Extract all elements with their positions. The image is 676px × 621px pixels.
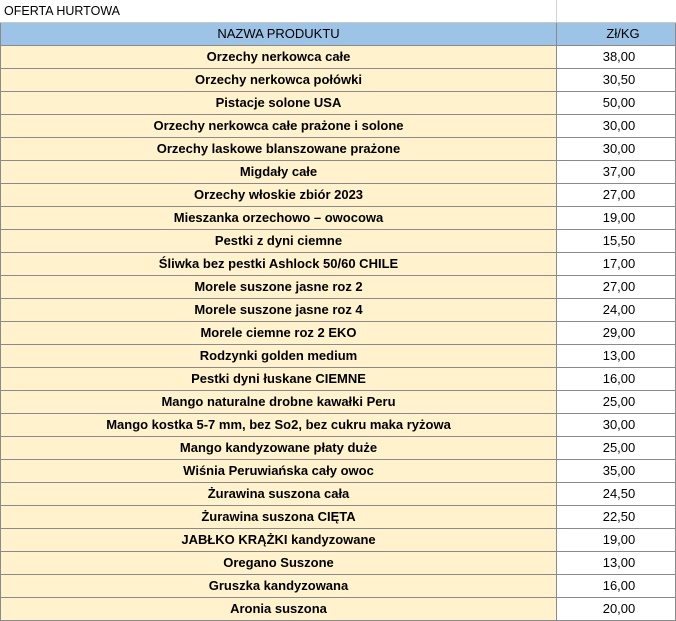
product-name-cell[interactable]: Żurawina suszona cała bbox=[0, 483, 557, 506]
table-row bbox=[0, 345, 676, 368]
product-name-cell[interactable]: Mango naturalne drobne kawałki Peru bbox=[0, 391, 557, 414]
price-cell[interactable]: 37,00 bbox=[557, 161, 676, 184]
table-row bbox=[0, 414, 676, 437]
product-name-cell[interactable]: Orzechy nerkowca połówki bbox=[0, 69, 557, 92]
product-name-cell[interactable]: Wiśnia Peruwiańska cały owoc bbox=[0, 460, 557, 483]
price-cell[interactable]: 30,00 bbox=[557, 414, 676, 437]
table-row bbox=[0, 368, 676, 391]
header-product-name[interactable]: NAZWA PRODUKTU bbox=[0, 23, 557, 46]
price-cell[interactable]: 24,00 bbox=[557, 299, 676, 322]
product-name-cell[interactable]: Morele ciemne roz 2 EKO bbox=[0, 322, 557, 345]
price-cell[interactable]: 22,50 bbox=[557, 506, 676, 529]
table-row bbox=[0, 483, 676, 506]
product-name-cell[interactable]: Mango kandyzowane płaty duże bbox=[0, 437, 557, 460]
price-cell[interactable]: 13,00 bbox=[557, 552, 676, 575]
price-cell[interactable]: 30,00 bbox=[557, 115, 676, 138]
price-cell[interactable]: 17,00 bbox=[557, 253, 676, 276]
table-row bbox=[0, 575, 676, 598]
table-row bbox=[0, 391, 676, 414]
table-row bbox=[0, 299, 676, 322]
product-name-cell[interactable]: Śliwka bez pestki Ashlock 50/60 CHILE bbox=[0, 253, 557, 276]
price-cell[interactable]: 38,00 bbox=[557, 46, 676, 69]
product-name-cell[interactable]: Orzechy laskowe blanszowane prażone bbox=[0, 138, 557, 161]
table-row bbox=[0, 92, 676, 115]
product-name-cell[interactable]: Mango kostka 5-7 mm, bez So2, bez cukru maka ryżowa bbox=[0, 414, 557, 437]
product-name-cell[interactable]: Gruszka kandyzowana bbox=[0, 575, 557, 598]
table-row bbox=[0, 460, 676, 483]
product-name-cell[interactable]: Pestki z dyni ciemne bbox=[0, 230, 557, 253]
title-row bbox=[0, 0, 676, 23]
price-cell[interactable]: 25,00 bbox=[557, 437, 676, 460]
table-row bbox=[0, 552, 676, 575]
header-price[interactable]: Zł/KG bbox=[557, 23, 676, 46]
table-row bbox=[0, 161, 676, 184]
product-name-cell[interactable]: Orzechy włoskie zbiór 2023 bbox=[0, 184, 557, 207]
price-cell[interactable]: 29,00 bbox=[557, 322, 676, 345]
price-cell[interactable]: 27,00 bbox=[557, 184, 676, 207]
price-cell[interactable]: 30,50 bbox=[557, 69, 676, 92]
price-cell[interactable]: 13,00 bbox=[557, 345, 676, 368]
product-name-cell[interactable]: Morele suszone jasne roz 4 bbox=[0, 299, 557, 322]
product-name-cell[interactable]: Mieszanka orzechowo – owocowa bbox=[0, 207, 557, 230]
product-name-cell[interactable]: Orzechy nerkowca całe bbox=[0, 46, 557, 69]
price-cell[interactable]: 20,00 bbox=[557, 598, 676, 621]
table-row bbox=[0, 230, 676, 253]
product-name-cell[interactable]: Morele suszone jasne roz 2 bbox=[0, 276, 557, 299]
price-cell[interactable]: 16,00 bbox=[557, 575, 676, 598]
table-row bbox=[0, 253, 676, 276]
price-cell[interactable]: 15,50 bbox=[557, 230, 676, 253]
product-name-cell[interactable]: Aronia suszona bbox=[0, 598, 557, 621]
empty-cell[interactable] bbox=[557, 0, 676, 22]
price-cell[interactable]: 27,00 bbox=[557, 276, 676, 299]
product-name-cell[interactable]: JABŁKO KRĄŻKI kandyzowane bbox=[0, 529, 557, 552]
product-name-cell[interactable]: Oregano Suszone bbox=[0, 552, 557, 575]
table-row bbox=[0, 207, 676, 230]
price-cell[interactable]: 35,00 bbox=[557, 460, 676, 483]
table-row bbox=[0, 506, 676, 529]
price-cell[interactable]: 25,00 bbox=[557, 391, 676, 414]
table-row bbox=[0, 322, 676, 345]
price-cell[interactable]: 50,00 bbox=[557, 92, 676, 115]
product-name-cell[interactable]: Rodzynki golden medium bbox=[0, 345, 557, 368]
table-row bbox=[0, 184, 676, 207]
sheet-title[interactable]: OFERTA HURTOWA bbox=[0, 0, 557, 22]
table-row bbox=[0, 529, 676, 552]
product-name-cell[interactable]: Pistacje solone USA bbox=[0, 92, 557, 115]
price-cell[interactable]: 16,00 bbox=[557, 368, 676, 391]
price-cell[interactable]: 30,00 bbox=[557, 138, 676, 161]
price-cell[interactable]: 19,00 bbox=[557, 207, 676, 230]
table-row bbox=[0, 437, 676, 460]
table-body bbox=[0, 46, 676, 621]
product-name-cell[interactable]: Orzechy nerkowca całe prażone i solone bbox=[0, 115, 557, 138]
product-name-cell[interactable]: Pestki dyni łuskane CIEMNE bbox=[0, 368, 557, 391]
price-cell[interactable]: 24,50 bbox=[557, 483, 676, 506]
product-name-cell[interactable]: Żurawina suszona CIĘTA bbox=[0, 506, 557, 529]
table-row bbox=[0, 276, 676, 299]
price-cell[interactable]: 19,00 bbox=[557, 529, 676, 552]
table-header-row bbox=[0, 23, 676, 46]
table-row bbox=[0, 115, 676, 138]
product-name-cell[interactable]: Migdały całe bbox=[0, 161, 557, 184]
table-row bbox=[0, 69, 676, 92]
table-row bbox=[0, 138, 676, 161]
table-row bbox=[0, 46, 676, 69]
